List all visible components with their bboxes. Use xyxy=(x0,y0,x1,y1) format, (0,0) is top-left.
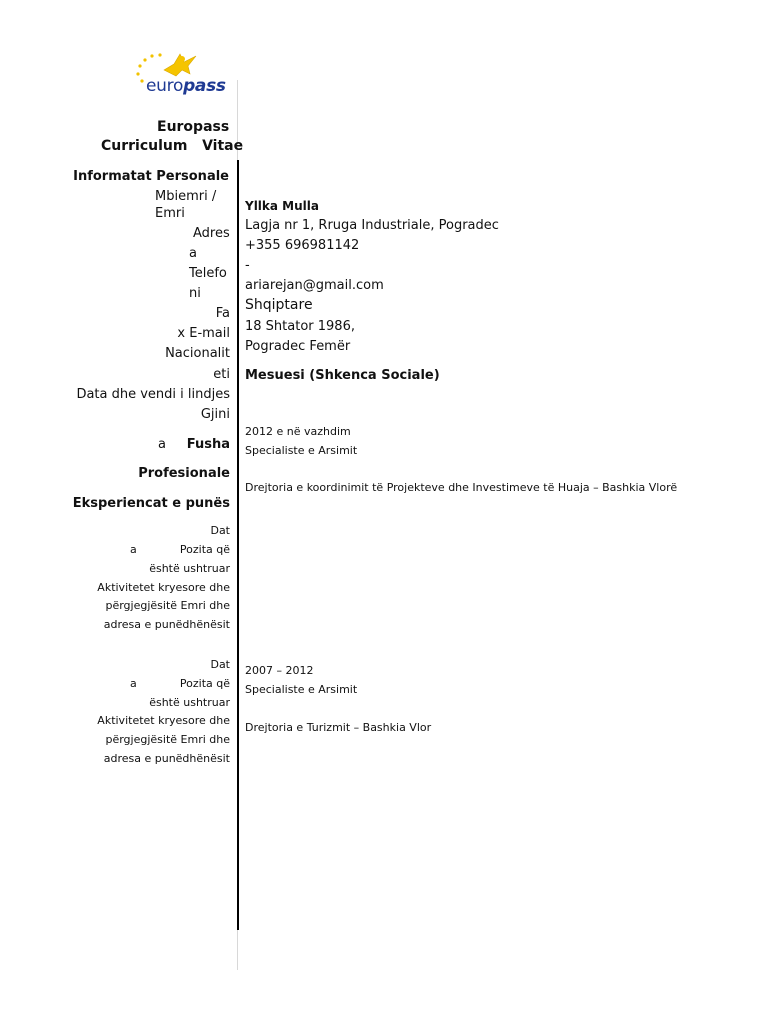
label-address-line1: Adres xyxy=(193,226,230,241)
exp1-position: Specialiste e Arsimit xyxy=(245,444,358,457)
value-fax: - xyxy=(245,258,250,273)
exp2-label-position-line1: Pozita që xyxy=(179,677,230,690)
exp2-label-activities: Aktivitetet kryesore dhe xyxy=(97,714,230,727)
exp1-dates: 2012 e në vazhdim xyxy=(245,425,351,438)
title-curriculum-vitae: Curriculum Vitae xyxy=(101,138,244,154)
label-email: x E-mail xyxy=(177,326,230,341)
exp1-label-date-a: a xyxy=(130,543,137,556)
exp2-label-date-a: a xyxy=(130,677,137,690)
value-email: ariarejan@gmail.com xyxy=(245,278,384,293)
label-address-line2: a xyxy=(189,246,197,261)
europass-wordmark: europass xyxy=(146,76,226,96)
exp1-label-activities: Aktivitetet kryesore dhe xyxy=(97,581,230,594)
exp2-label-employer: adresa e punëdhënësit xyxy=(103,752,230,765)
exp2-label-date: Dat xyxy=(210,658,230,671)
exp1-label-employer: adresa e punëdhënësit xyxy=(103,618,230,631)
exp2-position: Specialiste e Arsimit xyxy=(245,683,358,696)
value-birth-line1: 18 Shtator 1986, xyxy=(245,319,355,334)
label-nationality-line1: Nacionalit xyxy=(165,346,230,361)
exp1-label-responsibilities: përgjegjësitë Emri dhe xyxy=(105,599,230,612)
label-birth: Data dhe vendi i lindjes xyxy=(76,387,230,402)
value-profession: Mesuesi (Shkenca Sociale) xyxy=(245,368,440,383)
exp2-label-responsibilities: përgjegjësitë Emri dhe xyxy=(105,733,230,746)
label-field-line2: Profesionale xyxy=(138,466,230,481)
label-phone-line1: Telefo xyxy=(189,266,227,281)
exp2-label-position-line2: është ushtruar xyxy=(149,696,230,709)
exp1-label-position-line2: është ushtruar xyxy=(149,562,230,575)
exp1-label-position-line1: Pozita që xyxy=(179,543,230,556)
section-title-personal: Informatat Personale xyxy=(73,169,229,184)
column-divider xyxy=(237,160,239,930)
exp1-employer: Drejtoria e koordinimit të Projekteve dhe Investimeve të Huaja – Bashkia Vlorë xyxy=(245,481,678,494)
label-gender: Gjini xyxy=(200,407,230,422)
value-birth-line2: Pogradec Femër xyxy=(245,339,351,354)
exp2-employer: Drejtoria e Turizmit – Bashkia Vlor xyxy=(245,721,432,734)
value-phone: +355 696981142 xyxy=(245,238,360,253)
value-nationality: Shqiptare xyxy=(245,297,313,313)
europass-logo xyxy=(130,50,230,102)
label-name-line2: Emri xyxy=(155,206,185,221)
label-field-line1: Fusha xyxy=(186,437,230,452)
exp2-dates: 2007 – 2012 xyxy=(245,664,314,677)
label-name-line1: Mbiemri / xyxy=(155,189,217,204)
label-field-a: a xyxy=(158,437,166,452)
exp1-label-date: Dat xyxy=(210,524,230,537)
label-nationality-line2: eti xyxy=(213,367,230,382)
section-title-experience: Eksperiencat e punës xyxy=(72,496,230,511)
label-fax: Fa xyxy=(215,306,230,321)
value-name: Yllka Mulla xyxy=(245,199,319,213)
value-address: Lagja nr 1, Rruga Industriale, Pogradec xyxy=(245,218,499,233)
label-phone-line2: ni xyxy=(189,286,201,301)
title-europass: Europass xyxy=(157,119,230,135)
